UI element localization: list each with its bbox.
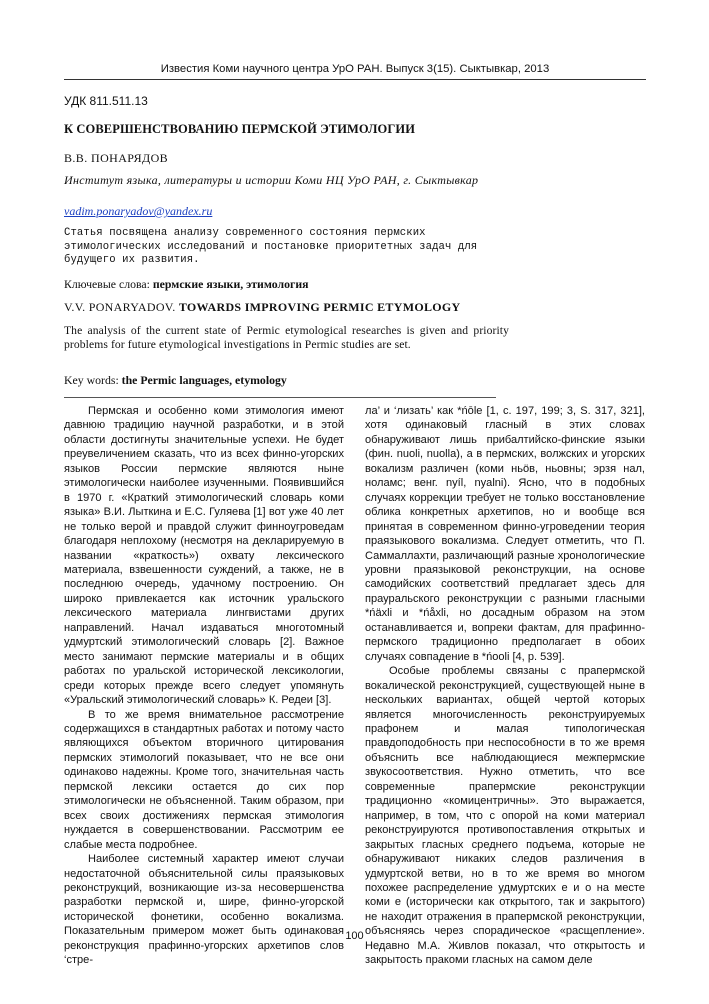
body-column-right bbox=[365, 404, 645, 968]
udk-code: УДК 811.511.13 bbox=[64, 94, 148, 108]
paragraph: Наиболее системный характер имеют случаи недостаточной объяснительной силы праязыковых реконструкций, возникающие из-за несовершенства разработки пермской и, шире, финно-угорской исторической фонетики, особенно вокализма. Показательным примером может быть одинаковая реконструкция прафинно-угорских архетипов слов ‘стре- bbox=[64, 853, 344, 967]
paragraph: Особые проблемы связаны с прапермской вокалической реконструкцией, существующей ныне в нескольких вариантах, общей чертой которых является многочисленность реконструируемых прафонем и малая типологическая правдоподобность при неспособности в то же время объяснить все наблюдающиеся межпермские звукосоответствия. Нужно отметить, что все современные прапермские реконструкции традиционно «комицентричны». Это выражается, например, в том, что с опорой на коми материал реконструируются противопоставления открытых и закрытых гласных среднего подъема, которые не обнаруживают никаких следов различения в удмуртской ветви, но в то же время во многом похожее распределение удмуртских е и о на месте коми е (исторически как открытого, так и закрытого) не находит отражения в прапермской реконструкции, объясняясь через спорадическое «расщепление». Недавно М.А. Живлов показал, что открытость и закрытость пракоми гласных на самом деле bbox=[365, 665, 645, 967]
paragraph: Пермская и особенно коми этимология имеют давнюю традицию научной разработки, и в этой области достигнуты значительные успехи. Не будет преувеличением сказать, что из всех финно-угорских языков России пермские являются ныне этимологически наиболее изученными. Появившийся в 1970 г. «Краткий этимологический словарь коми языка» В.И. Лыткина и Е.С. Гуляева [1] вот уже 40 лет не только верой и правдой служит финноугроведам благодаря неплохому (несмотря на декларируемую в названии «краткость») охвату лексического материала, взвешенности суждений, а также, не в последнюю очередь, удачному построению. Он широко привлекается как источник уральского лексического материала лингвистами других направлений. Начал издаваться многотомный удмуртский этимологический словарь [2]. Важное место занимают пермские материалы и в общих работах по уральской исторической лексикологии, среди которых прежде всего следует упомянуть «Уральский этимологический словарь» К. Редеи [3]. bbox=[64, 405, 344, 707]
keywords-ru-label: Ключевые слова: bbox=[64, 277, 153, 291]
keywords-en-value: the Permic languages, etymology bbox=[121, 373, 287, 387]
article-title: К СОВЕРШЕНСТВОВАНИЮ ПЕРМСКОЙ ЭТИМОЛОГИИ bbox=[64, 122, 416, 136]
author-email-link[interactable]: vadim.ponaryadov@yandex.ru bbox=[64, 204, 213, 218]
english-title-text: TOWARDS IMPROVING PERMIC ETYMOLOGY bbox=[178, 300, 461, 314]
paragraph: В то же время внимательное рассмотрение содержащихся в стандартных работах и потому часто являющихся объектом вторичного цитирования пермских этимологий показывает, что не все они одинаково надежны. Кроме того, значительная часть пермской лексики остается до сих пор этимологически не объясненной. Таким образом, при всех своих достижениях пермская этимология нуждается в совершенствовании. Рассмотрим ее слабые места подробнее. bbox=[64, 708, 344, 851]
running-header: Известия Коми научного центра УрО РАН. Выпуск 3(15). Сыктывкар, 2013 bbox=[64, 62, 646, 80]
body-column-left bbox=[64, 404, 344, 968]
english-author: V.V. PONARYADOV. bbox=[64, 300, 176, 314]
keywords-en bbox=[64, 373, 287, 388]
abstract-ru: Статья посвящена анализу современного состояния пермских этимологических исследований и постановке приоритетных задач для будущего их развития. bbox=[64, 227, 478, 266]
keywords-ru bbox=[64, 277, 309, 292]
english-title bbox=[64, 300, 461, 315]
author-affiliation: Институт языка, литературы и истории Коми НЦ УрО РАН, г. Сыктывкар bbox=[64, 173, 479, 187]
keywords-ru-value: пермские языки, этимология bbox=[152, 277, 309, 291]
section-divider bbox=[64, 397, 496, 398]
author-name: В.В. ПОНАРЯДОВ bbox=[64, 151, 169, 165]
page-number: 100 bbox=[345, 930, 364, 942]
abstract-en: The analysis of the current state of Permic etymological researches is given and priority problems for future etymological investigations in Permic studies are set. bbox=[64, 324, 509, 351]
paragraph: ла’ и ‘лизать’ как *ńōle [1, с. 197, 199; 3, S. 317, 321], хотя одинаковый гласный в этих словах обнаруживают лишь прибалтийско-финские языки (фин. nuoli, nuolla), а в пермских, волжских и угорских вокализм различен (коми ньӧв, ньовны; эрзя нал, ноламс; венг. nyíl, nyalni). Ясно, что в подобных случаях коррекции требует не только восстановление облика конкретных архетипов, но и вообще вся принятая в современном финно-угроведении теория праязыкового вокализма. Следует отметить, что П. Саммаллахти, различающий разные хронологические уровни праязыковой реконструкции, на основе самодийских соответствий предлагает здесь для прауральского реконструкции с разными гласными *ńäxli и *ńåxli, но досадным образом на этом останавливается и, вопреки фактам, для прафинно-пермского традиционно предполагает в обоих случаях совпадение в *ńooli [4, p. 539]. bbox=[365, 405, 645, 663]
keywords-en-label: Key words: bbox=[64, 373, 122, 387]
